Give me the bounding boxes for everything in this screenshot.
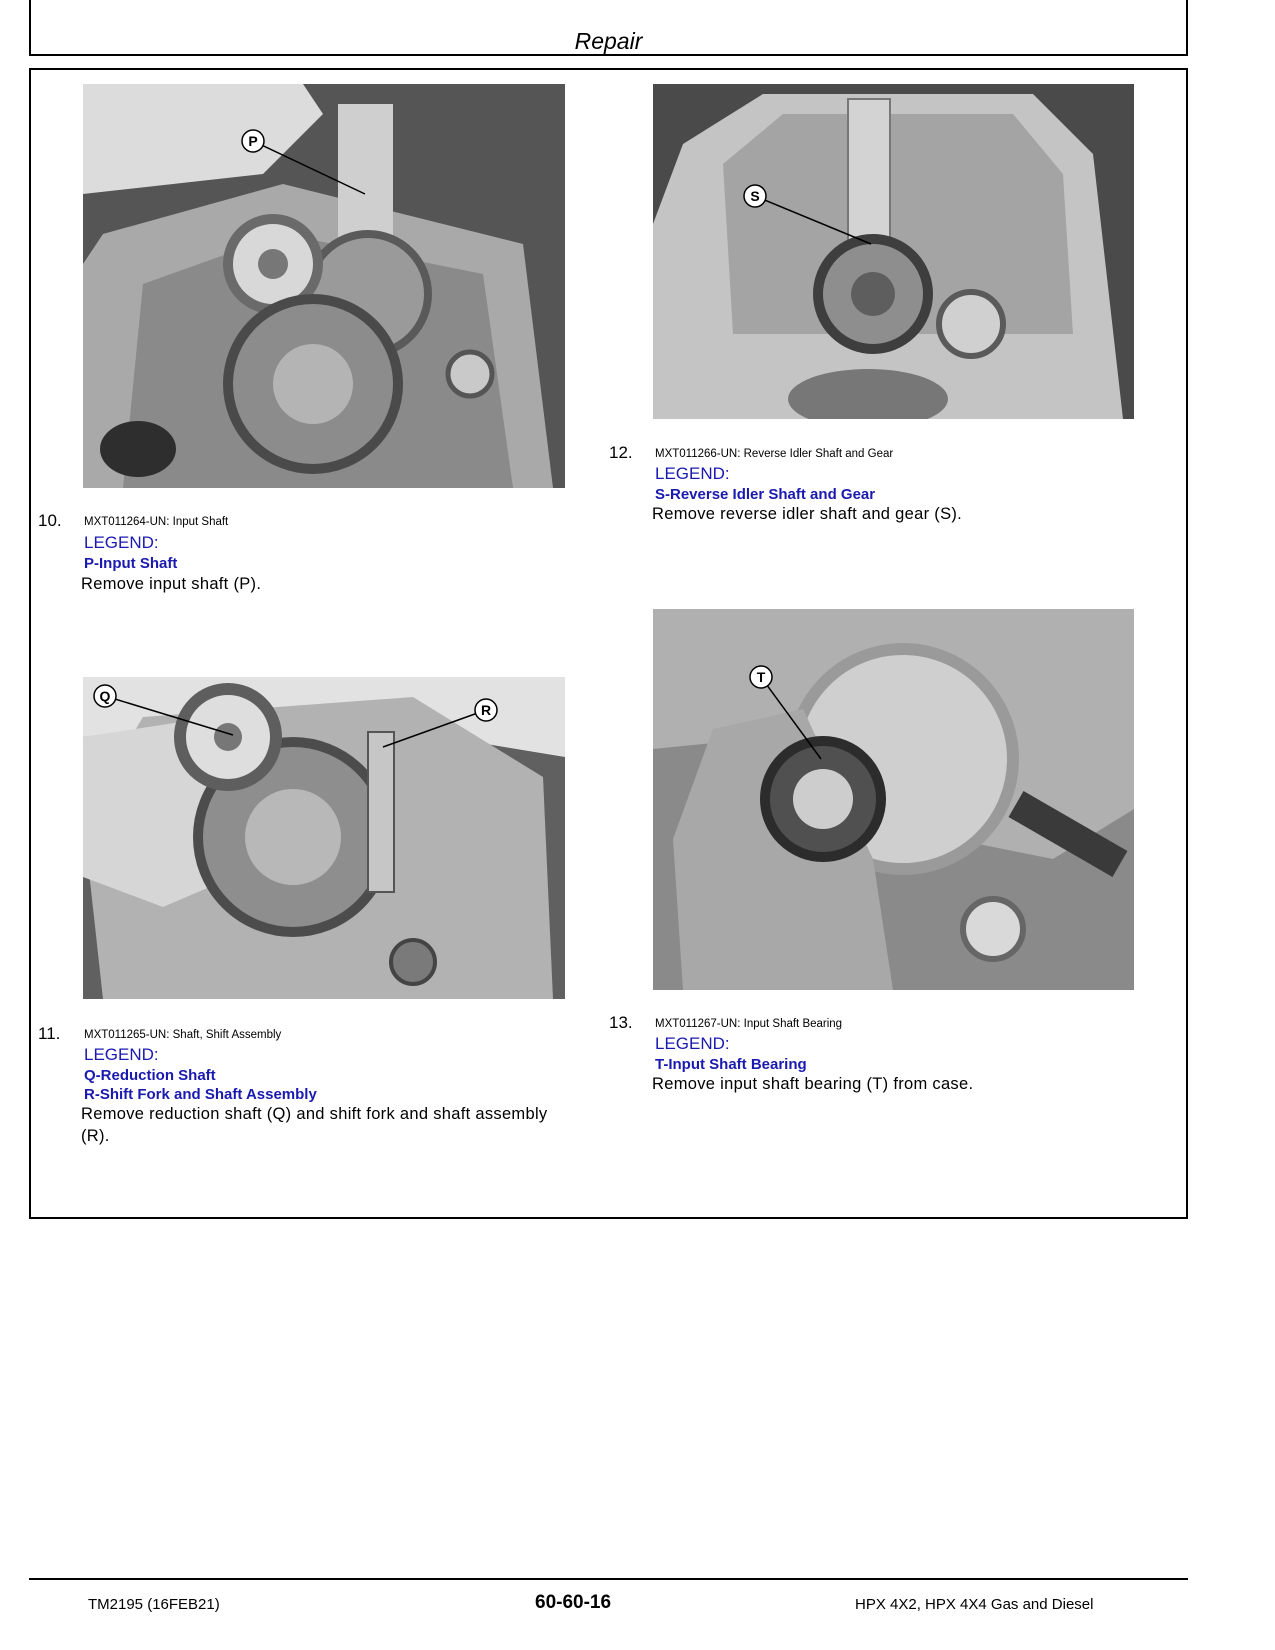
legend-label: LEGEND: xyxy=(84,1045,159,1064)
legend-item: S-Reverse Idler Shaft and Gear xyxy=(655,486,876,503)
step-number: 11. xyxy=(38,1024,61,1043)
legend-item: R-Shift Fork and Shaft Assembly xyxy=(84,1086,317,1103)
figure-code: MXT011264-UN: Input Shaft xyxy=(84,516,229,528)
callout-r: R xyxy=(480,702,492,718)
legend-label: LEGEND: xyxy=(84,533,159,552)
step-number: 13. xyxy=(609,1013,633,1032)
legend-item: T-Input Shaft Bearing xyxy=(655,1056,807,1073)
input-shaft-bearing-photo xyxy=(653,609,1134,990)
page-title: Repair xyxy=(574,28,643,54)
legend-label: LEGEND: xyxy=(655,464,730,483)
legend-item: P-Input Shaft xyxy=(84,555,178,572)
instruction-text: (R). xyxy=(81,1127,110,1145)
footer-divider xyxy=(29,1578,1188,1580)
figure-code: MXT011267-UN: Input Shaft Bearing xyxy=(655,1018,843,1030)
figure-code: MXT011266-UN: Reverse Idler Shaft and Gear xyxy=(655,448,894,460)
footer-manual-id: TM2195 (16FEB21) xyxy=(88,1596,220,1613)
callout-q: Q xyxy=(99,688,111,704)
instruction-text: Remove reduction shaft (Q) and shift fork and shaft assembly xyxy=(81,1105,548,1123)
step-number: 12. xyxy=(609,443,633,462)
instruction-text: Remove input shaft bearing (T) from case. xyxy=(652,1075,974,1093)
step-number: 10. xyxy=(38,511,62,530)
shift-assembly-photo xyxy=(83,677,565,999)
instruction-text: Remove input shaft (P). xyxy=(81,575,262,593)
input-shaft-photo xyxy=(83,84,565,488)
legend-item: Q-Reduction Shaft xyxy=(84,1067,216,1084)
callout-p: P xyxy=(248,133,258,149)
callout-t: T xyxy=(756,669,766,685)
footer-page-number: 60-60-16 xyxy=(535,1592,612,1613)
callout-s: S xyxy=(750,188,760,204)
footer-model: HPX 4X2, HPX 4X4 Gas and Diesel xyxy=(855,1596,1094,1613)
instruction-text: Remove reverse idler shaft and gear (S). xyxy=(652,505,963,523)
legend-label: LEGEND: xyxy=(655,1034,730,1053)
reverse-idler-photo xyxy=(653,84,1134,419)
figure-code: MXT011265-UN: Shaft, Shift Assembly xyxy=(84,1029,282,1041)
